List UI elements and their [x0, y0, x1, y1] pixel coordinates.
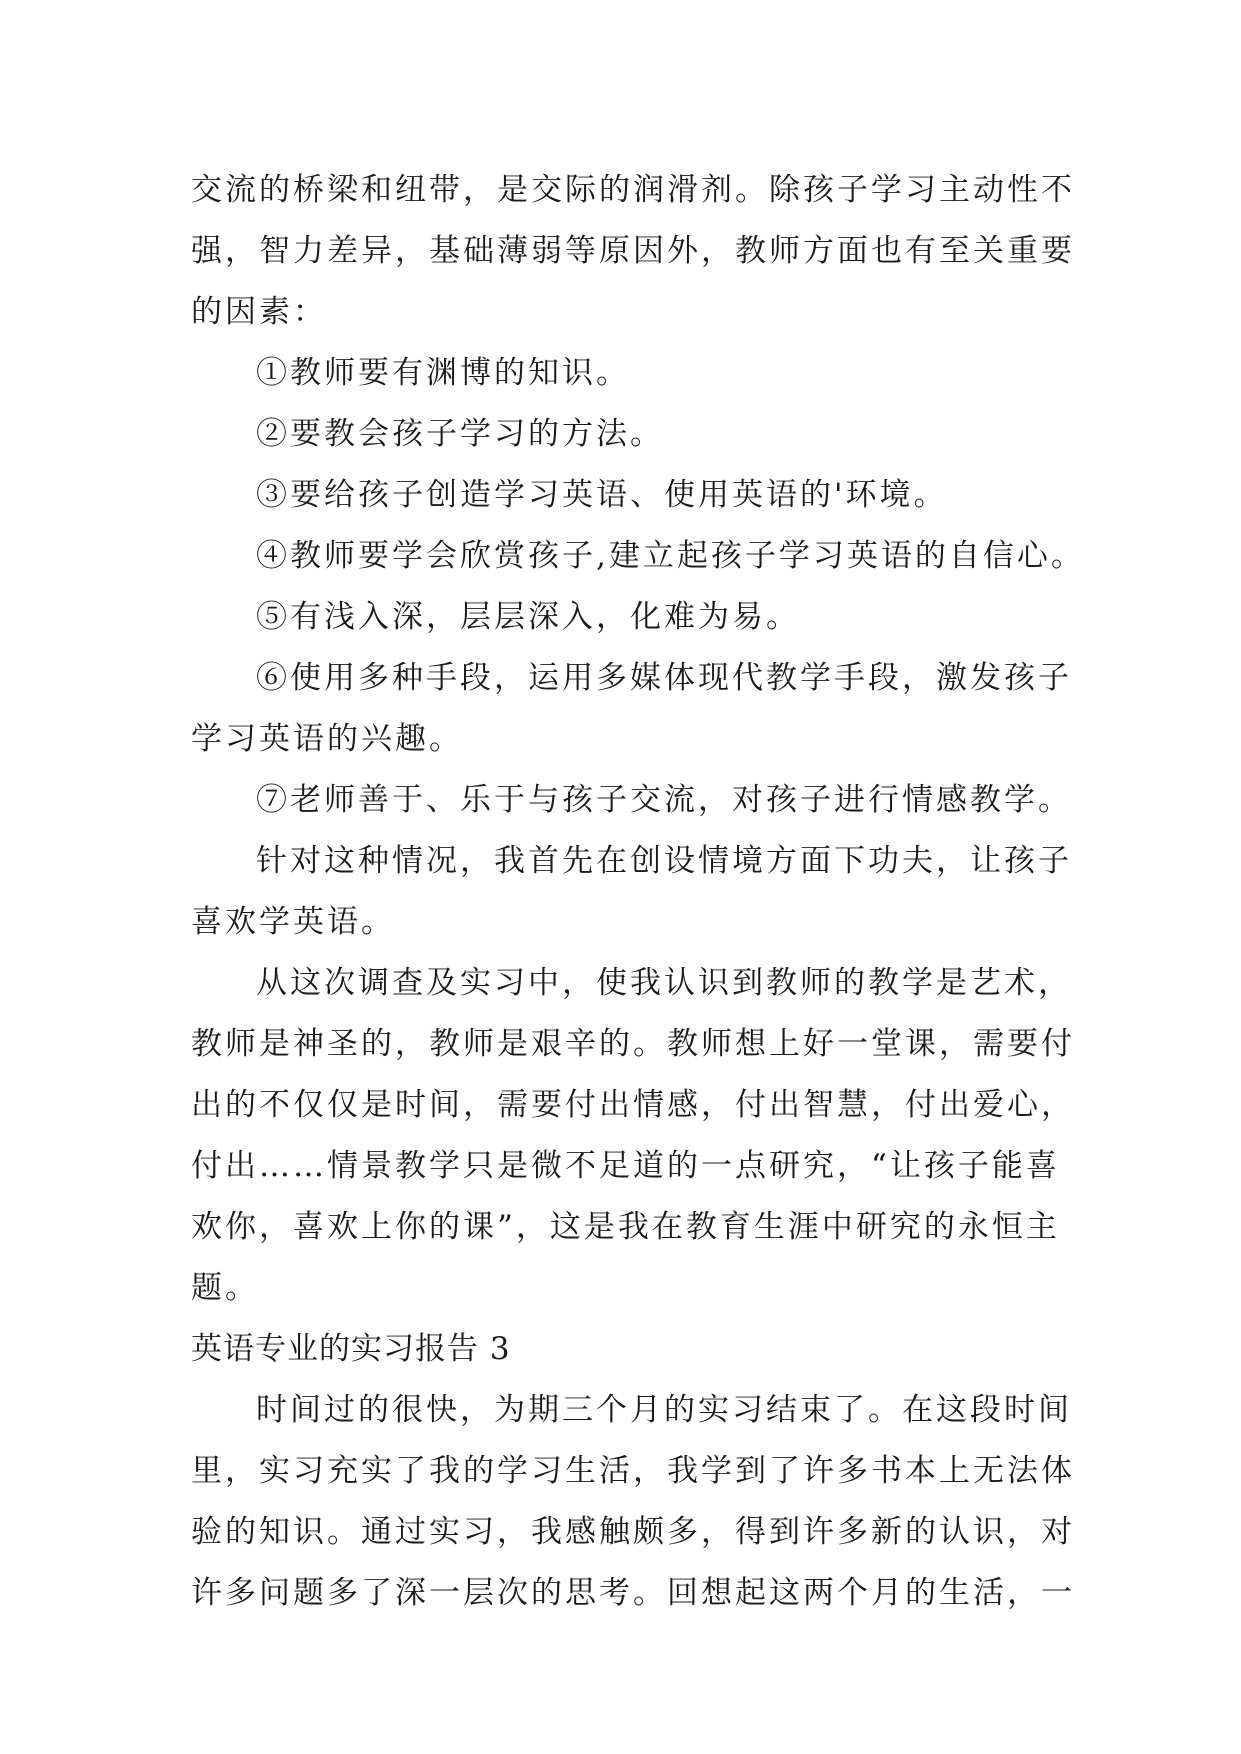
paragraph: [191, 587, 1071, 648]
paragraph: [191, 404, 1071, 465]
text-line: 欢你，喜欢上你的课”，这是我在教育生涯中研究的永恒主: [191, 1209, 1060, 1245]
section-heading: [191, 1319, 1071, 1380]
text-line: 题。: [191, 1270, 259, 1306]
text-line: 教师是神圣的，教师是艰辛的。教师想上好一堂课，需要付: [191, 1026, 1075, 1062]
paragraph: [191, 1380, 1075, 1624]
text-line: ④教师要学会欣赏孩子,建立起孩子学习英语的自信心。: [256, 538, 1085, 574]
text-line: 喜欢学英语。: [191, 904, 395, 940]
paragraph: [191, 465, 1071, 526]
text-line: 出的不仅仅是时间，需要付出情感，付出智慧，付出爱心，: [191, 1087, 1075, 1123]
text-line: 付出……情景教学只是微不足道的一点研究，“让孩子能喜: [191, 1148, 1060, 1184]
text-line: 验的知识。通过实习，我感触颇多，得到许多新的认识，对: [191, 1514, 1075, 1550]
paragraph: [191, 770, 1071, 831]
text-line: 时间过的很快，为期三个月的实习结束了。在这段时间: [256, 1392, 1072, 1428]
text-line: 针对这种情况，我首先在创设情境方面下功夫，让孩子: [256, 843, 1072, 879]
text-line: ⑦老师善于、乐于与孩子交流，对孩子进行情感教学。: [256, 782, 1072, 818]
paragraph: [191, 648, 1071, 770]
paragraph: [191, 160, 1075, 343]
text-line: ①教师要有渊博的知识。: [256, 355, 630, 391]
text-line: 的因素：: [191, 294, 327, 330]
heading-text: 英语专业的实习报告 3: [191, 1331, 511, 1367]
paragraph: [191, 343, 1071, 404]
text-line: ⑥使用多种手段，运用多媒体现代教学手段，激发孩子: [256, 660, 1072, 696]
text-line: 从这次调查及实习中，使我认识到教师的教学是艺术，: [256, 965, 1072, 1001]
text-line: 许多问题多了深一层次的思考。回想起这两个月的生活，一: [191, 1575, 1075, 1611]
text-line: ⑤有浅入深，层层深入，化难为易。: [256, 599, 800, 635]
paragraph: [191, 953, 1075, 1319]
paragraph: [191, 831, 1071, 953]
paragraph: [191, 526, 1085, 587]
text-line: 里，实习充实了我的学习生活，我学到了许多书本上无法体: [191, 1453, 1075, 1489]
text-line: 学习英语的兴趣。: [191, 721, 463, 757]
text-line: 交流的桥梁和纽带，是交际的润滑剂。除孩子学习主动性不: [191, 172, 1075, 208]
text-line: 强，智力差异，基础薄弱等原因外，教师方面也有至关重要: [191, 233, 1075, 269]
document-body: [191, 160, 1085, 1624]
text-line: ②要教会孩子学习的方法。: [256, 416, 664, 452]
text-line: ③要给孩子创造学习英语、使用英语的'环境。: [256, 477, 948, 513]
